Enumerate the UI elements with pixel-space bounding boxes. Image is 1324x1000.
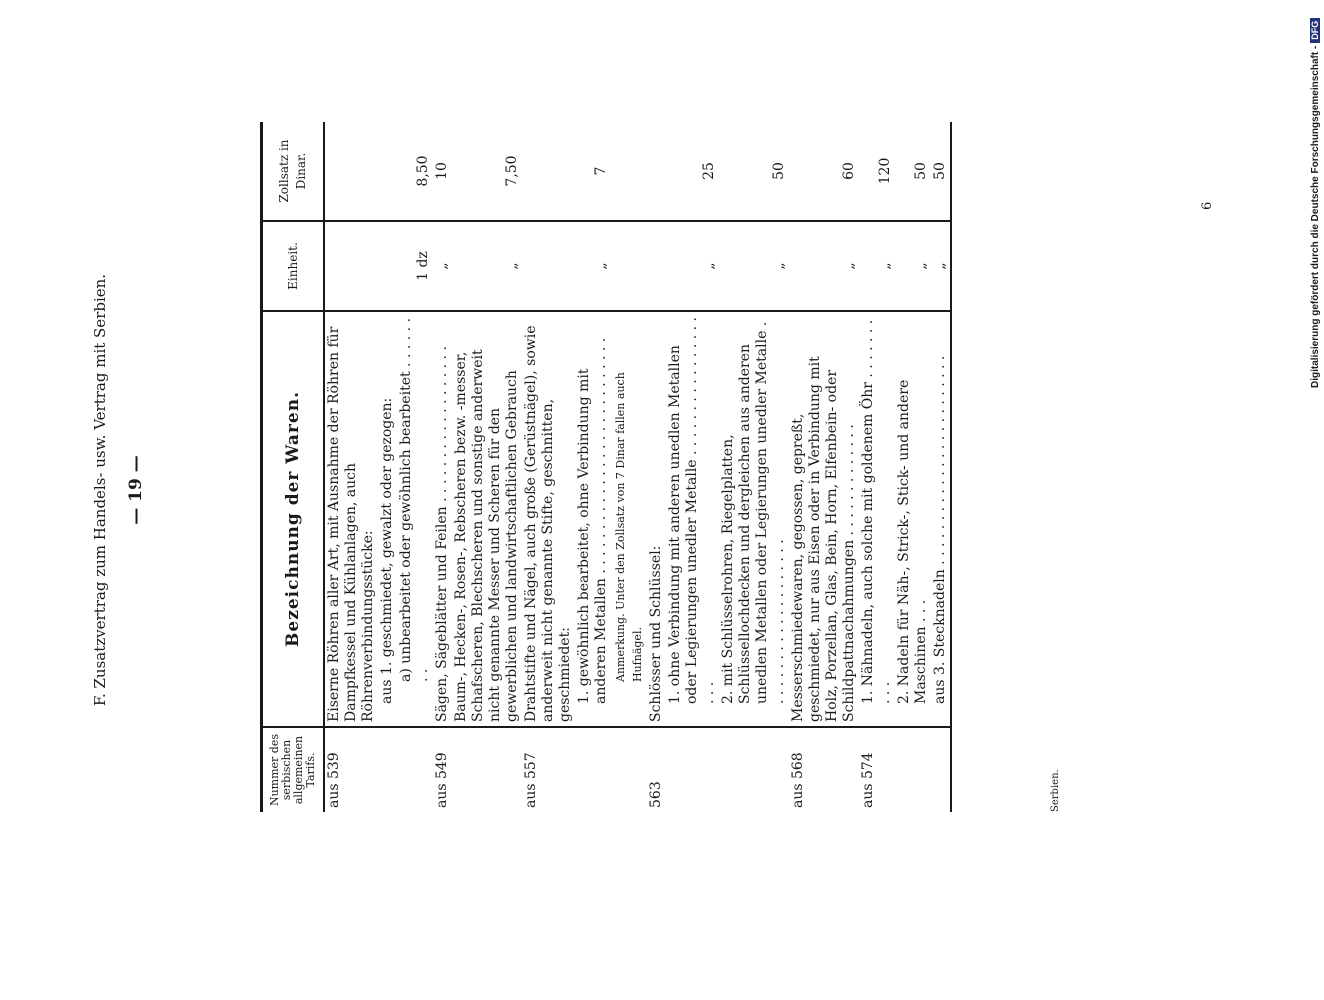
cell-nummer: aus 568 bbox=[789, 727, 859, 812]
cell-zollsatz: 8,50 bbox=[415, 155, 431, 187]
signature-mark: 6 bbox=[1200, 201, 1215, 210]
cell-nummer bbox=[575, 727, 611, 812]
cell-zollsatz bbox=[611, 122, 647, 221]
cell-zollsatz: 50 bbox=[931, 122, 951, 221]
cell-bezeichnung: 2. Nadeln für Näh-, Strick-, Stick- und andere Maschinen . . . bbox=[895, 311, 931, 727]
cell-zollsatz: 50 bbox=[771, 162, 787, 180]
cell-zollsatz: 10 bbox=[434, 162, 450, 180]
header-nummer: Nummer des serbischen allgemeinen Tarifs. bbox=[262, 727, 325, 812]
header-einheit: Einheit. bbox=[262, 221, 325, 311]
cell-einheit: „ bbox=[895, 221, 931, 311]
dfg-logo: DFG bbox=[1310, 18, 1320, 43]
table-row bbox=[666, 122, 719, 812]
table-row bbox=[719, 122, 789, 812]
cell-bezeichnung: Baum-, Hecken-, Rosen-, Rebscheren bezw. -messer, Schafscheren, Blechscheren und sonstige anderweit nicht genannte Messer und Scheren für den gewerblichen und landwirtschaftlichen Gebrauch bbox=[452, 311, 522, 727]
cell-nummer: aus 557 bbox=[522, 727, 575, 812]
header-zollsatz: Zollsatz in Dinar. bbox=[262, 122, 325, 221]
cell-bezeichnung: 1. gewöhnlich bearbeitet, ohne Verbindung mit anderen Metallen . . . . . . . . . . . . . . . . . . . . . . . . . . . bbox=[575, 311, 611, 727]
table-row bbox=[859, 122, 895, 812]
table-row bbox=[433, 122, 452, 812]
header-bezeichnung: Bezeichnung der Waren. bbox=[262, 311, 325, 727]
cell-einheit: „ bbox=[433, 221, 452, 311]
table-row bbox=[397, 122, 433, 812]
cell-nummer bbox=[895, 727, 931, 812]
table-row bbox=[895, 122, 931, 812]
table-row bbox=[647, 122, 666, 812]
cell-zollsatz: 7 bbox=[593, 166, 609, 176]
cell-zollsatz bbox=[324, 122, 378, 221]
table-row bbox=[931, 122, 951, 812]
cell-zollsatz: 7,50 bbox=[504, 155, 520, 187]
cell-einheit: „ bbox=[859, 221, 895, 311]
cell-nummer bbox=[378, 727, 397, 812]
table-body bbox=[324, 122, 951, 812]
cell-einheit: „ bbox=[789, 221, 859, 311]
cell-bezeichnung: aus 1. geschmiedet, gewalzt oder gezogen: bbox=[378, 311, 397, 727]
cell-zollsatz: 120 bbox=[877, 157, 893, 185]
cell-zollsatz bbox=[522, 122, 575, 221]
cell-einheit: „ bbox=[452, 221, 522, 311]
cell-zollsatz: 60 bbox=[841, 162, 857, 180]
cell-einheit bbox=[611, 221, 647, 311]
cell-nummer bbox=[397, 727, 433, 812]
cell-einheit bbox=[378, 221, 397, 311]
dfg-notice bbox=[1310, 18, 1321, 388]
table-row bbox=[378, 122, 397, 812]
table-row bbox=[522, 122, 575, 812]
cell-einheit bbox=[324, 221, 378, 311]
cell-nummer bbox=[666, 727, 719, 812]
cell-bezeichnung: Messerschmiedewaren, gegossen, gepreßt, geschmiedet, nur aus Eisen oder in Verbindung mit Holz, Porzellan, Glas, Bein, Horn, Elfenbein- oder Schildpattnachahmungen . . . . . . . . . . . . . bbox=[789, 311, 859, 727]
cell-einheit: „ bbox=[575, 221, 611, 311]
rotated-document bbox=[90, 50, 1090, 930]
cell-bezeichnung: Eiserne Röhren aller Art, mit Ausnahme der Röhren für Dampfkessel und Kühlanlagen, auch Röhrenverbindungsstücke: bbox=[324, 311, 378, 727]
cell-einheit: „ bbox=[719, 221, 789, 311]
cell-bezeichnung: 1. Nähnadeln, auch solche mit goldenem Öhr . . . . . . . . . . bbox=[859, 311, 895, 727]
cell-einheit: „ bbox=[931, 221, 951, 311]
running-title: F. Zusatzvertrag zum Handels- usw. Vertrag mit Serbien. bbox=[91, 273, 109, 707]
cell-nummer: aus 574 bbox=[859, 727, 895, 812]
cell-bezeichnung: aus 3. Stecknadeln . . . . . . . . . . . . . . . . . . . . . . . . bbox=[931, 311, 951, 727]
table-row bbox=[324, 122, 378, 812]
cell-bezeichnung: 1. ohne Verbindung mit anderen unedlen Metallen oder Legierungen unedler Metalle . . . . . . . . . . . . . . . . . . . bbox=[666, 311, 719, 727]
cell-bezeichnung: a) unbearbeitet oder gewöhnlich bearbeitet . . . . . . . . bbox=[397, 311, 433, 727]
cell-bezeichnung: 2. mit Schlüsselrohren, Riegelplatten, Schlüssellochdecken und dergleichen aus anderen unedlen Metallen oder Legierungen unedler Metalle . . . . . . . . . . . . . . . . . . . . bbox=[719, 311, 789, 727]
table-row bbox=[452, 122, 522, 812]
cell-bezeichnung: Drahtstifte und Nägel, auch große (Gerüstnägel), sowie anderweit nicht genannte Stifte, geschnitten, geschmiedet: bbox=[522, 311, 575, 727]
cell-bezeichnung: Anmerkung. Unter den Zollsatz von 7 Dinar fallen auch Hufnägel. bbox=[611, 311, 647, 727]
page-number: — 19 — bbox=[126, 455, 146, 525]
cell-einheit bbox=[647, 221, 666, 311]
cell-zollsatz: 50 bbox=[913, 162, 929, 180]
cell-nummer: aus 549 bbox=[433, 727, 452, 812]
cell-zollsatz: 25 bbox=[701, 162, 717, 180]
table-row bbox=[575, 122, 611, 812]
cell-bezeichnung: Schlösser und Schlüssel: bbox=[647, 311, 666, 727]
cell-nummer bbox=[452, 727, 522, 812]
table-header-row bbox=[262, 122, 325, 812]
cell-nummer: 563 bbox=[647, 727, 666, 812]
cell-einheit: „ bbox=[666, 221, 719, 311]
cell-zollsatz bbox=[647, 122, 666, 221]
cell-zollsatz bbox=[378, 122, 397, 221]
tariff-table bbox=[260, 122, 952, 812]
cell-bezeichnung: Sägen, Sägeblätter und Feilen . . . . . . . . . . . . . . . . . . bbox=[433, 311, 452, 727]
footer-country: Serbien. bbox=[1050, 769, 1061, 812]
cell-einheit bbox=[522, 221, 575, 311]
table-row bbox=[789, 122, 859, 812]
cell-nummer bbox=[719, 727, 789, 812]
cell-nummer: aus 539 bbox=[324, 727, 378, 812]
cell-einheit: 1 dz bbox=[397, 221, 433, 311]
table-row bbox=[611, 122, 647, 812]
dfg-notice-text: Digitalisierung gefördert durch die Deutsche Forschungsgemeinschaft - bbox=[1310, 45, 1321, 388]
cell-nummer bbox=[611, 727, 647, 812]
cell-nummer bbox=[931, 727, 951, 812]
